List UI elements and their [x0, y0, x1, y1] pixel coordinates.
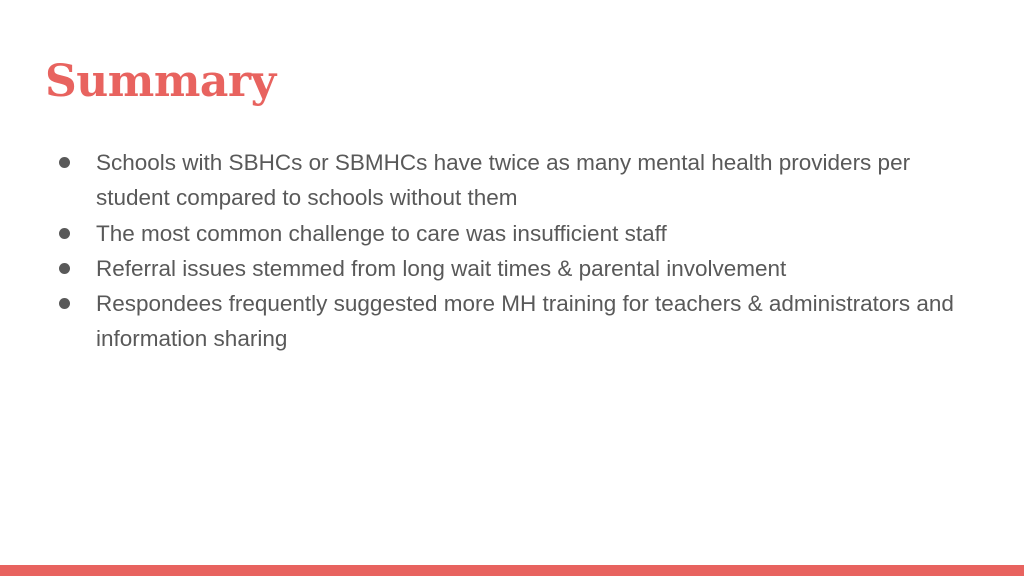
bullet-text: Referral issues stemmed from long wait times & parental involvement — [96, 255, 787, 281]
bullet-item — [56, 286, 976, 357]
bullet-list — [56, 145, 976, 357]
bullet-dot-icon — [59, 157, 70, 168]
bottom-accent-bar — [0, 565, 1024, 576]
bullet-item — [56, 145, 976, 216]
bullet-dot-icon — [59, 298, 70, 309]
bullet-text: Schools with SBHCs or SBMHCs have twice as many mental health providers per student compared to schools without them — [96, 150, 911, 211]
bullet-dot-icon — [59, 263, 70, 274]
bullet-item — [56, 216, 976, 251]
bullet-text: Respondees frequently suggested more MH training for teachers & administrators and information sharing — [96, 291, 954, 352]
bullet-text: The most common challenge to care was insufficient staff — [96, 220, 667, 246]
bullet-dot-icon — [59, 228, 70, 239]
slide-title: Summary — [45, 56, 276, 107]
bullet-item — [56, 251, 976, 286]
